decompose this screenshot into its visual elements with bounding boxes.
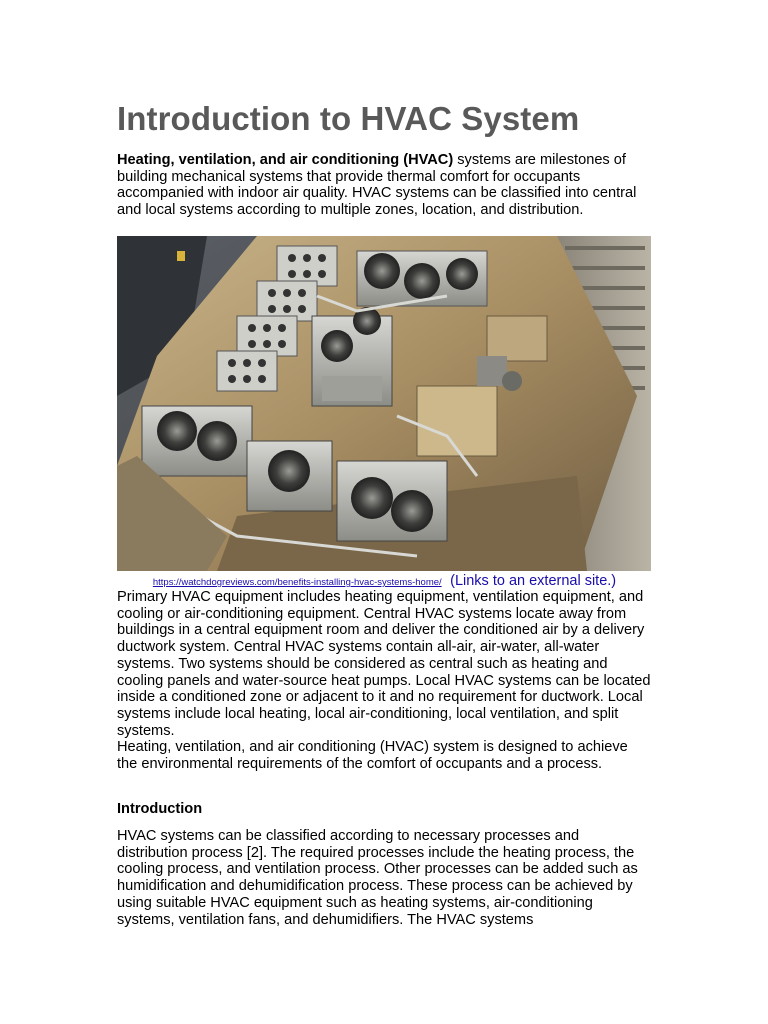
- intro-text: systems are milestones of building mechanical systems that provide thermal comfort for occupants accompanied with indoor air quality. HVAC systems can be classified into central and local systems according to multiple zones, location, and distribution.: [117, 152, 637, 219]
- source-link[interactable]: https://watchdogreviews.com/benefits-installing-hvac-systems-home/: [152, 577, 442, 588]
- intro-paragraph: [117, 152, 652, 219]
- photo-caption: [117, 572, 652, 590]
- intro-bold-lead: Heating, ventilation, and air conditioning (HVAC): [117, 152, 454, 168]
- body-paragraph-2: Heating, ventilation, and air conditioning (HVAC) system is designed to achieve the environmental requirements of the comfort of occupants and a process.: [117, 739, 628, 773]
- body-text: [117, 589, 652, 773]
- body-paragraph-1: Primary HVAC equipment includes heating equipment, ventilation equipment, and cooling or air-conditioning equipment. Central HVAC systems locate away from buildings in a central equipment room and deliver the conditioned air by a delivery ductwork system. Central HVAC systems contain all-air, air-water, all-water systems. Two systems should be considered as central such as heating and cooling panels and water-source heat pumps. Local HVAC systems can be located inside a conditioned zone or adjacent to it and no requirement for ductwork. Local systems include local heating, local air-conditioning, local ventilation, and split systems.: [117, 589, 651, 739]
- page-title: Introduction to HVAC System: [117, 100, 580, 137]
- section-paragraph: HVAC systems can be classified according to necessary processes and distribution process [2]. The required processes include the heating process, the cooling process, and ventilation process. Other processes can be added such as humidification and dehumidification process. These process can be achieved by using suitable HVAC equipment such as heating systems, air-conditioning systems, ventilation fans, and dehumidifiers. The HVAC systems: [117, 828, 638, 928]
- rooftop-hvac-photo: [117, 236, 651, 571]
- external-site-link[interactable]: (Links to an external site.): [450, 573, 617, 589]
- section-heading: Introduction: [117, 801, 203, 817]
